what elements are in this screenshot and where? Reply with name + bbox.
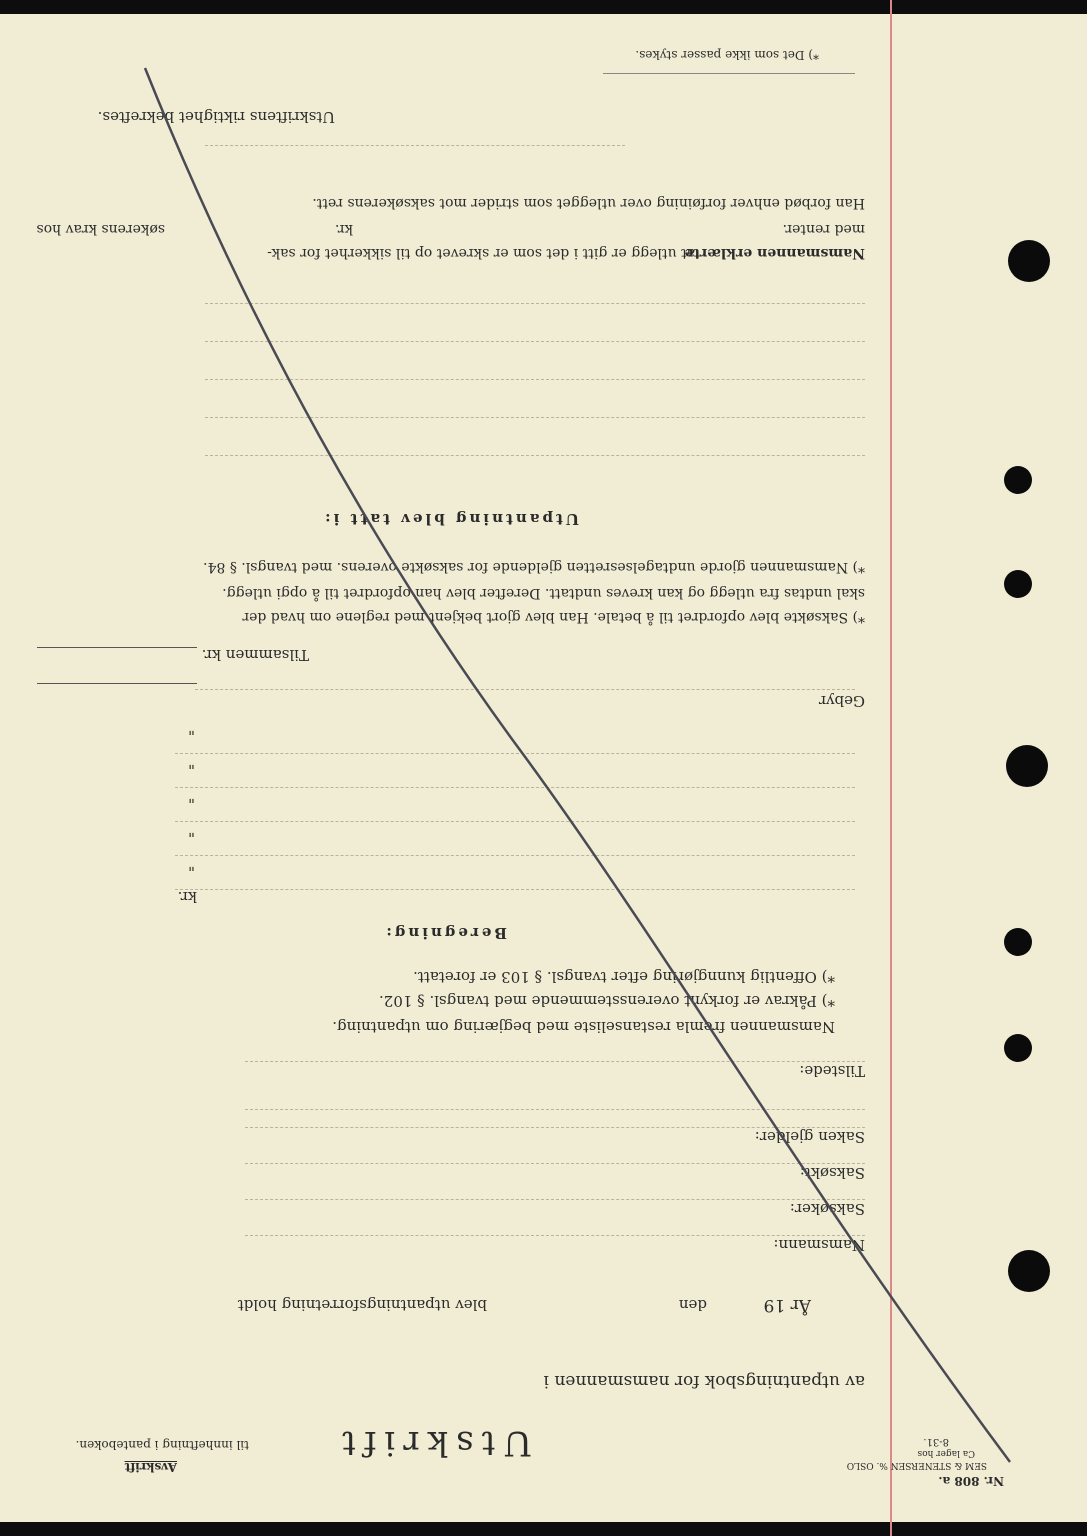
gebyr-label: Gebyr <box>818 692 865 710</box>
erklaering-line-1: at utlegg er gitt i det som er skrevet op til sikkerhet for sak- <box>267 245 695 261</box>
ditto-mark: " <box>188 754 195 772</box>
field-saken-gjelder: Saken gjelder: <box>754 1128 865 1146</box>
printer-date: 8-31. <box>923 1436 949 1447</box>
pakrav-paragraph: *) Påkrav er forkynt overensstemmende med tvangsl. § 102. <box>378 992 835 1010</box>
total-label: Tilsammen kr. <box>201 646 309 664</box>
erklaering-line-3: Han forbød enhver forføining over utlegget som strider mot saksøkerens rett. <box>312 195 865 211</box>
utpantning-heading: Utpantning blev tatt i: <box>322 510 579 528</box>
avskrift-subheading: til innheftning i panteboken. <box>75 1438 249 1452</box>
ditto-mark: " <box>188 822 195 840</box>
ditto-mark: " <box>188 720 195 738</box>
date-text: blev utpantningsforretning holdt <box>237 1296 487 1314</box>
bekreftes-text: Utskriftens riktighet bekreftes. <box>97 108 335 126</box>
field-saksokt: Saksøkt: <box>799 1164 865 1182</box>
currency-label: kr. <box>177 888 197 906</box>
ditto-mark: " <box>188 788 195 806</box>
avskrift-heading: Avskrift <box>124 1460 177 1474</box>
date-year: År 19 <box>763 1295 811 1315</box>
field-tilstede: Tilstede: <box>799 1062 865 1080</box>
restanse-paragraph: Namsmannen fremla restanseliste med begjæring om utpantning. <box>332 1018 835 1036</box>
erklaering-bold: Namsmannen erklærte <box>684 245 865 261</box>
printer-note: Ca lager hos <box>917 1448 975 1458</box>
erklaering-line-2a: søkerens krav hos <box>36 221 165 237</box>
field-namsmann: Namsmann: <box>773 1236 865 1254</box>
kunngjoring-paragraph: *) Offentlig kunngjøring efter tvangsl. § 103 er foretatt. <box>413 968 835 986</box>
saksokte-line-1: *) Saksøkte blev opfordret til å betale. Han blev gjort bekjent med reglene om hvad der <box>242 609 865 625</box>
ditto-mark: " <box>188 856 195 874</box>
beregning-heading: Beregning: <box>383 924 507 942</box>
footnote: *) Det som ikke passer stykes. <box>635 48 819 62</box>
strike-line-path <box>145 68 1010 1462</box>
saksokte-line-3: *) Namsmannen gjorde undtagelsesretten gjeldende for saksøkte overens. med tvangsl. § 84. <box>203 559 865 575</box>
form-number: Nr. 808 a. <box>938 1474 1004 1488</box>
printer-name: SEM & STENERSEN %. OSLO <box>846 1460 987 1470</box>
erklaering-line-2c: med renter. <box>782 221 865 237</box>
field-saksoker: Saksøker: <box>789 1200 865 1218</box>
document-subtitle: av utpantningsbok for namsmannen i <box>543 1371 865 1391</box>
saksokte-line-2: skal undtas fra utlegg og kan kreves undtatt. Derefter blev han opfordret til å opgi utlegg. <box>222 585 865 601</box>
document-title: Utskrift <box>334 1423 532 1463</box>
erklaering-line-2b: kr. <box>334 221 353 237</box>
date-den: den <box>678 1296 707 1314</box>
